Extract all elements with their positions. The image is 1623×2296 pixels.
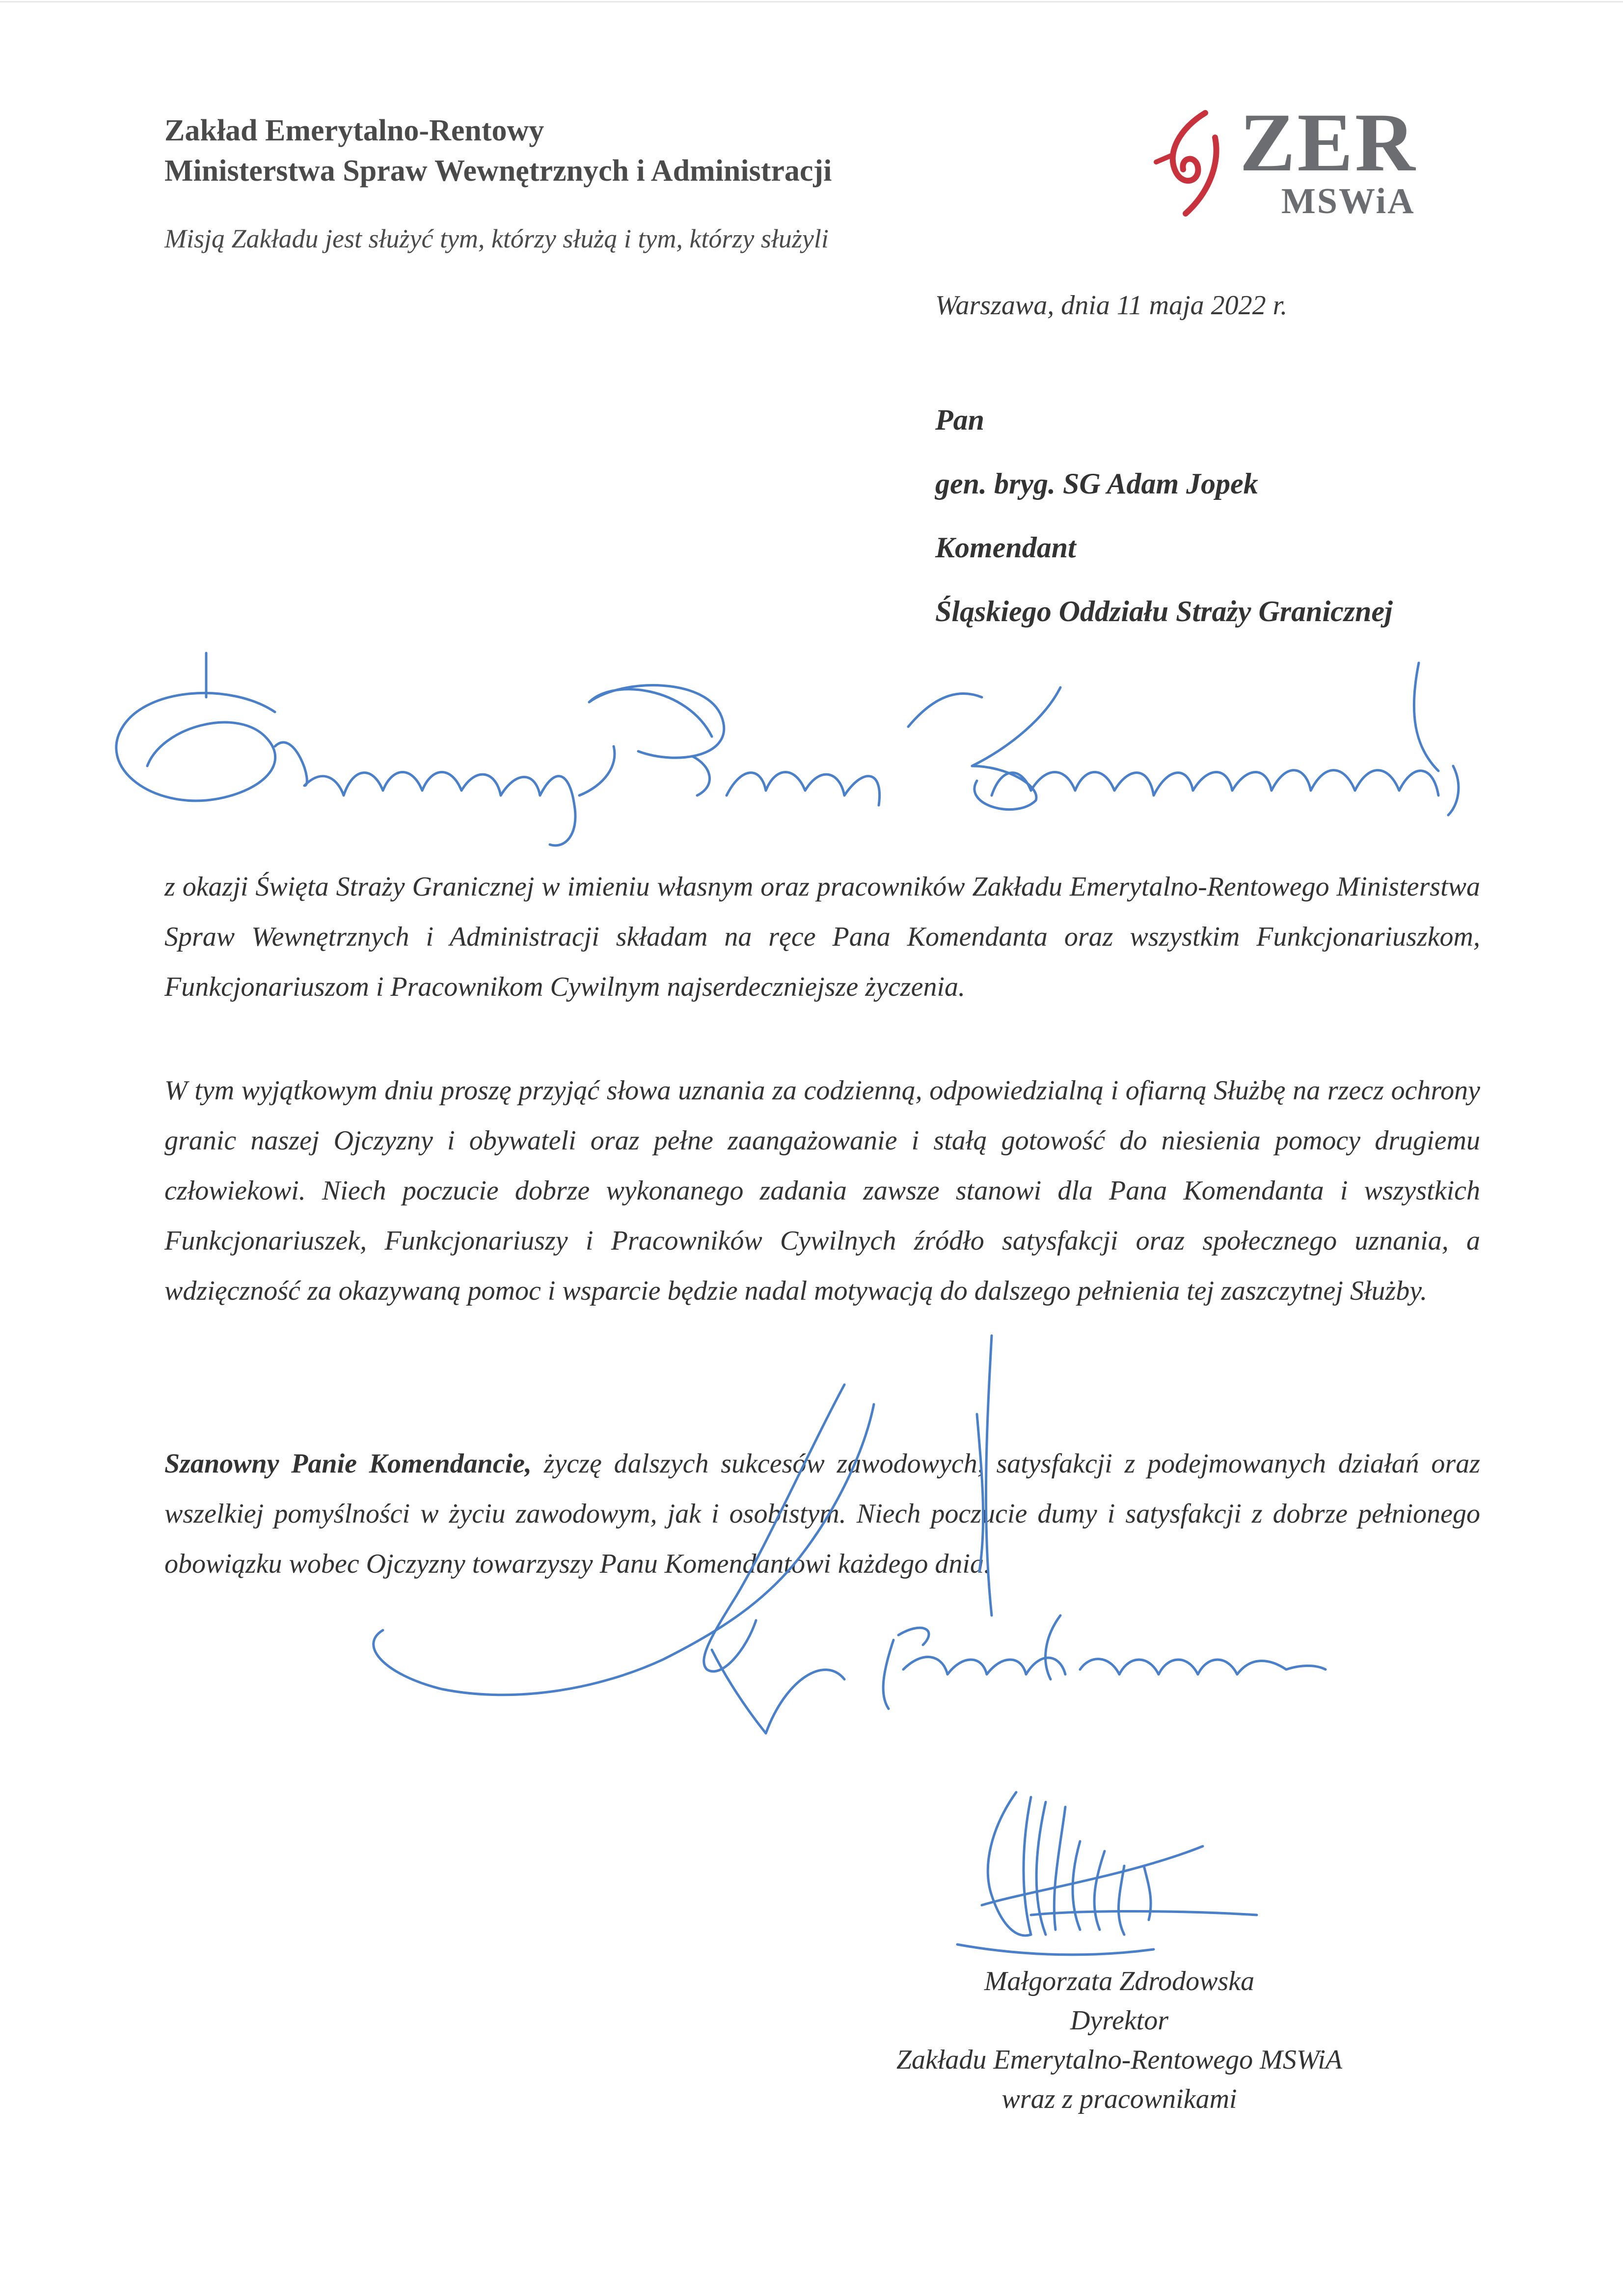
- signatory-with: wraz z pracownikami: [1001, 2084, 1237, 2114]
- recipient-line: Komendant: [935, 531, 1076, 564]
- logo-subtext: MSWiA: [1281, 181, 1415, 221]
- paragraph-3-rest: życzę dalszych sukcesów zawodowych, satysfakcji z podejmowanych działań oraz wszelkiej pomyślności w życiu zawodowym, jak i osobistym. Niech poczucie dumy i satysfakcji z dobrze pełnionego obowiązku wobec Ojczyzny towarzyszy Panu Komendantowi każdego dnia.: [164, 1449, 1481, 1579]
- organization-name: [164, 110, 832, 191]
- paragraph-1: z okazji Święta Straży Granicznej w imieniu własnym oraz pracowników Zakładu Emerytalno-Rentowego Ministerstwa Spraw Wewnętrznych i Administracji składam na ręce Pana Komendanta oraz wszystkim Funkcjonariuszkom, Funkcjonariuszom i Pracownikom Cywilnym najserdeczniejsze życzenia.: [164, 872, 1480, 1002]
- recipient-line: Pan: [935, 404, 985, 436]
- signatory-title: Dyrektor: [1070, 2005, 1169, 2036]
- signature-block: [825, 1962, 1414, 2119]
- date-line: Warszawa, dnia 11 maja 2022 r.: [935, 290, 1288, 321]
- signatory-institution: Zakładu Emerytalno-Rentowego MSWiA: [896, 2045, 1343, 2075]
- logo-text: ZER: [1240, 96, 1417, 189]
- handwritten-signature: [957, 1792, 1257, 1955]
- zer-logo-mark-icon: [1146, 108, 1240, 221]
- handwritten-greeting: [116, 653, 1459, 846]
- recipient-line: Śląskiego Oddziału Straży Granicznej: [935, 595, 1393, 628]
- org-line-2: Ministerstwa Spraw Wewnętrznych i Administracji: [164, 154, 832, 188]
- paragraph-3-lead: Szanowny Panie Komendancie,: [164, 1449, 532, 1479]
- recipient-block: [935, 400, 1393, 656]
- paragraph-3: [164, 1439, 1480, 1589]
- mission-statement: Misją Zakładu jest służyć tym, którzy służą i tym, którzy służyli: [164, 224, 829, 253]
- paragraph-2: W tym wyjątkowym dniu proszę przyjąć słowa uznania za codzienną, odpowiedzialną i ofiarną Służbę na rzecz ochrony granic naszej Ojczyzny i obywateli oraz pełne zaangażowanie i stałą gotowość do niesienia pomocy drugiemu człowiekowi. Niech poczucie dobrze wykonanego zadania zawsze stanowi dla Pana Komendanta i wszystkich Funkcjonariuszek, Funkcjonariuszy i Pracowników Cywilnych źródło satysfakcji oraz społecznego uznania, a wdzięczność za okazywaną pomoc i wsparcie będzie nadal motywacją do dalszego pełnienia tej zaszczytnej Służby.: [164, 1075, 1480, 1306]
- recipient-line: gen. bryg. SG Adam Jopek: [935, 467, 1258, 500]
- scan-edge-line: [0, 1, 1623, 2]
- signatory-name: Małgorzata Zdrodowska: [984, 1966, 1255, 1996]
- org-line-1: Zakład Emerytalno-Rentowy: [164, 114, 544, 147]
